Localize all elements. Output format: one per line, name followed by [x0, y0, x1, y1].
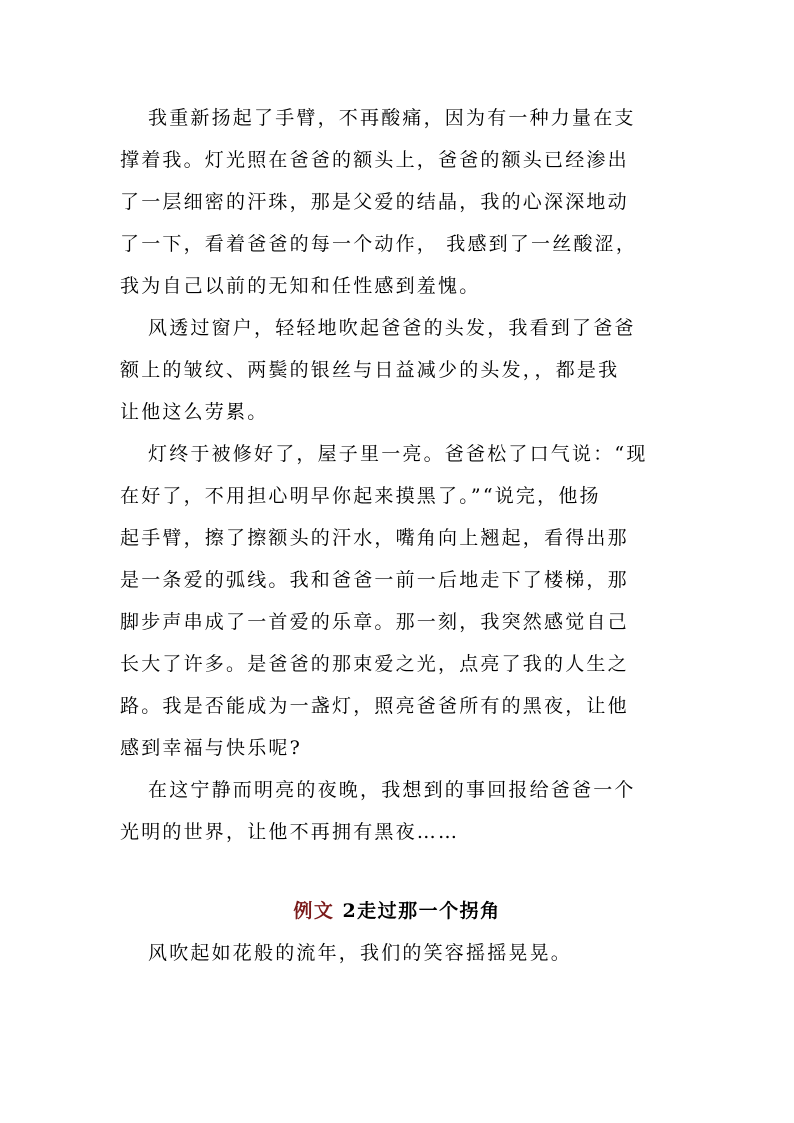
paragraph-1-line-4: 了一下，看着爸爸的每一个动作， 我感到了一丝酸涩， [120, 233, 638, 255]
paragraph-3-line-2: 在好了，不用担心明早你起来摸黑了。”“说完，他扬 [120, 485, 601, 507]
example-title-rest: 2走过那一个拐角 [334, 900, 501, 922]
paragraph-2-line-3: 让他这么劳累。 [120, 401, 269, 423]
example-title [0, 898, 794, 924]
closing-line: 风吹起如花般的流年，我们的笑容摇摇晃晃。 [148, 942, 573, 964]
paragraph-4-line-2: 光明的世界，让他不再拥有黑夜…… [120, 821, 460, 843]
paragraph-3-line-6: 长大了许多。是爸爸的那束爱之光，点亮了我的人生之 [120, 653, 629, 675]
example-title-lead: 例文 [293, 900, 335, 922]
paragraph-1-line-2: 撑着我。灯光照在爸爸的额头上，爸爸的额头已经渗出 [120, 149, 629, 171]
paragraph-3-line-3: 起手臂，擦了擦额头的汗水，嘴角向上翘起，看得出那 [120, 527, 629, 549]
paragraph-1-line-1: 我重新扬起了手臂，不再酸痛，因为有一种力量在支 [148, 107, 636, 129]
paragraph-3-line-5: 脚步声串成了一首爱的乐章。那一刻，我突然感觉自己 [120, 611, 629, 633]
paragraph-3-line-7: 路。我是否能成为一盏灯，照亮爸爸所有的黑夜，让他 [120, 695, 629, 717]
paragraph-3-line-1: 灯终于被修好了，屋子里一亮。爸爸松了口气说：“现 [148, 443, 648, 465]
paragraph-2-line-2: 额上的皱纹、两鬓的银丝与日益减少的头发，，都是我 [120, 359, 620, 381]
paragraph-1-line-5: 我为自己以前的无知和任性感到羞愧。 [120, 275, 481, 297]
paragraph-3-line-8: 感到幸福与快乐呢? [120, 737, 302, 759]
paragraph-1-line-3: 了一层细密的汗珠，那是父爱的结晶，我的心深深地动 [120, 191, 629, 213]
paragraph-3-line-4: 是一条爱的弧线。我和爸爸一前一后地走下了楼梯，那 [120, 569, 629, 591]
paragraph-2-line-1: 风透过窗户，轻轻地吹起爸爸的头发，我看到了爸爸 [148, 317, 636, 339]
paragraph-4-line-1: 在这宁静而明亮的夜晚，我想到的事回报给爸爸一个 [148, 779, 636, 801]
